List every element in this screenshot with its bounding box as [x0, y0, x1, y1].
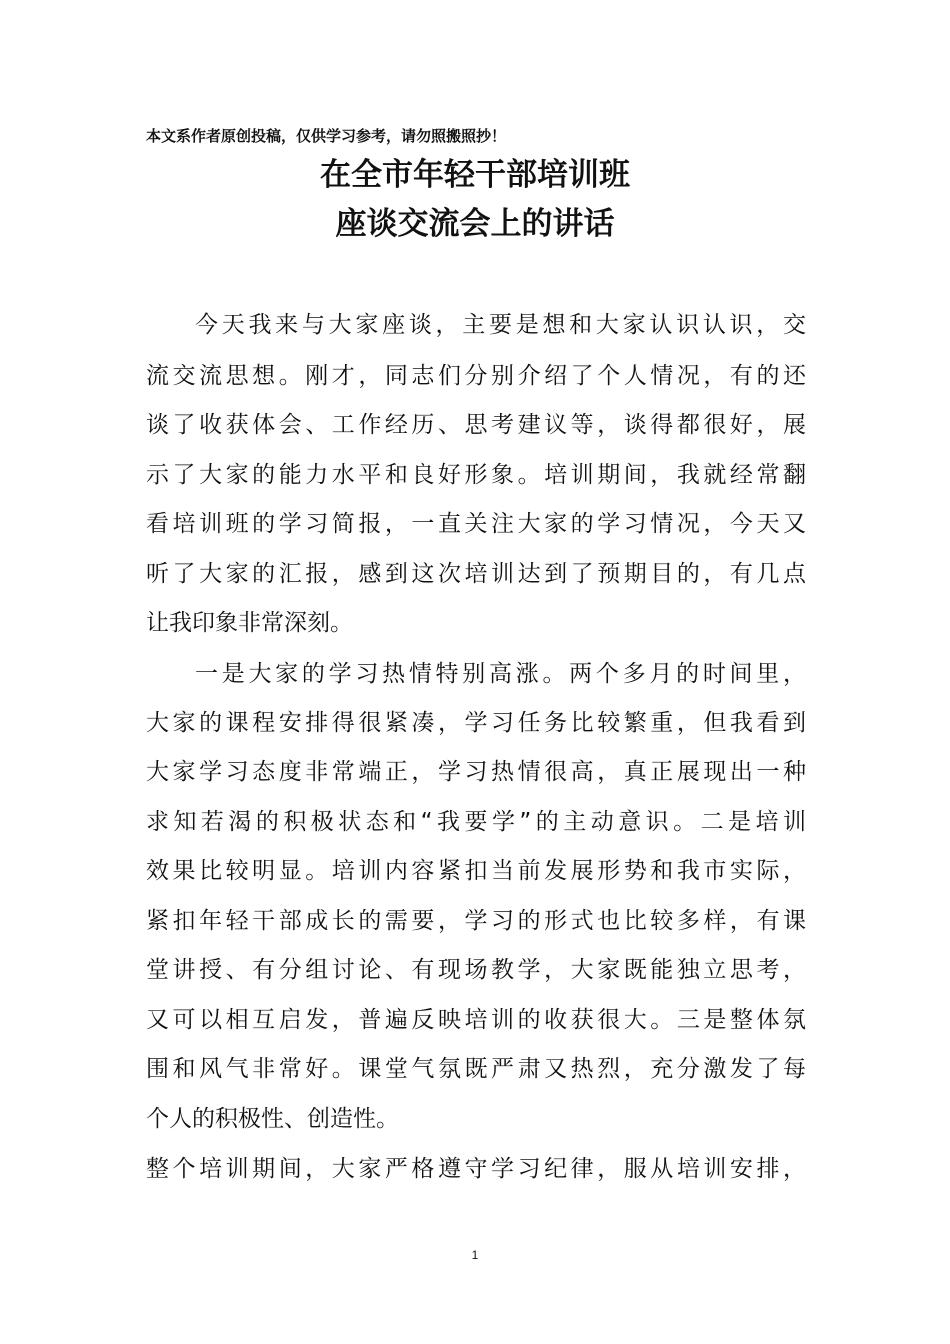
page-number: 1 — [471, 1248, 479, 1262]
body-text-line: 个人的积极性、创造性。 — [146, 1106, 399, 1132]
body-text-line: 让我印象非常深刻。 — [146, 610, 353, 636]
body-text-line: 流交流思想。刚才，同志们分别介绍了个人情况，有的还 — [146, 363, 806, 389]
body-text-line: 围和风气非常好。课堂气氛既严肃又热烈，充分激发了每 — [146, 1056, 806, 1082]
body-text-line: 效果比较明显。培训内容紧扣当前发展形势和我市实际， — [146, 858, 806, 884]
body-text-line: 今天我来与大家座谈，主要是想和大家认识认识，交 — [195, 312, 806, 338]
copyright-notice: 本文系作者原创投稿，仅供学习参考，请勿照搬照抄！ — [146, 127, 507, 145]
body-text-line: 示了大家的能力水平和良好形象。培训期间，我就经常翻 — [146, 462, 806, 488]
body-text-line: 又可以相互启发，普遍反映培训的收获很大。三是整体氛 — [146, 1007, 806, 1033]
body-text-line: 大家的课程安排得很紧凑，学习任务比较繁重，但我看到 — [146, 710, 806, 736]
document-title-line-2: 座谈交流会上的讲话 — [335, 206, 615, 242]
document-title-line-1: 在全市年轻干部培训班 — [320, 157, 630, 193]
body-text-line: 看培训班的学习简报，一直关注大家的学习情况，今天又 — [146, 511, 806, 537]
body-text-line: 求知若渴的积极状态和“我要学”的主动意识。二是培训 — [146, 809, 806, 835]
body-text-line: 大家学习态度非常端正，学习热情很高，真正展现出一种 — [146, 759, 806, 785]
body-text-line: 紧扣年轻干部成长的需要，学习的形式也比较多样，有课 — [146, 908, 806, 934]
body-text-line: 一是大家的学习热情特别高涨。两个多月的时间里， — [195, 661, 806, 687]
body-text-line: 谈了收获体会、工作经历、思考建议等，谈得都很好，展 — [146, 412, 806, 438]
body-text-line: 堂讲授、有分组讨论、有现场教学，大家既能独立思考， — [146, 957, 806, 983]
body-text-line: 听了大家的汇报，感到这次培训达到了预期目的，有几点 — [146, 561, 806, 587]
body-text-line: 整个培训期间，大家严格遵守学习纪律，服从培训安排， — [146, 1156, 806, 1182]
